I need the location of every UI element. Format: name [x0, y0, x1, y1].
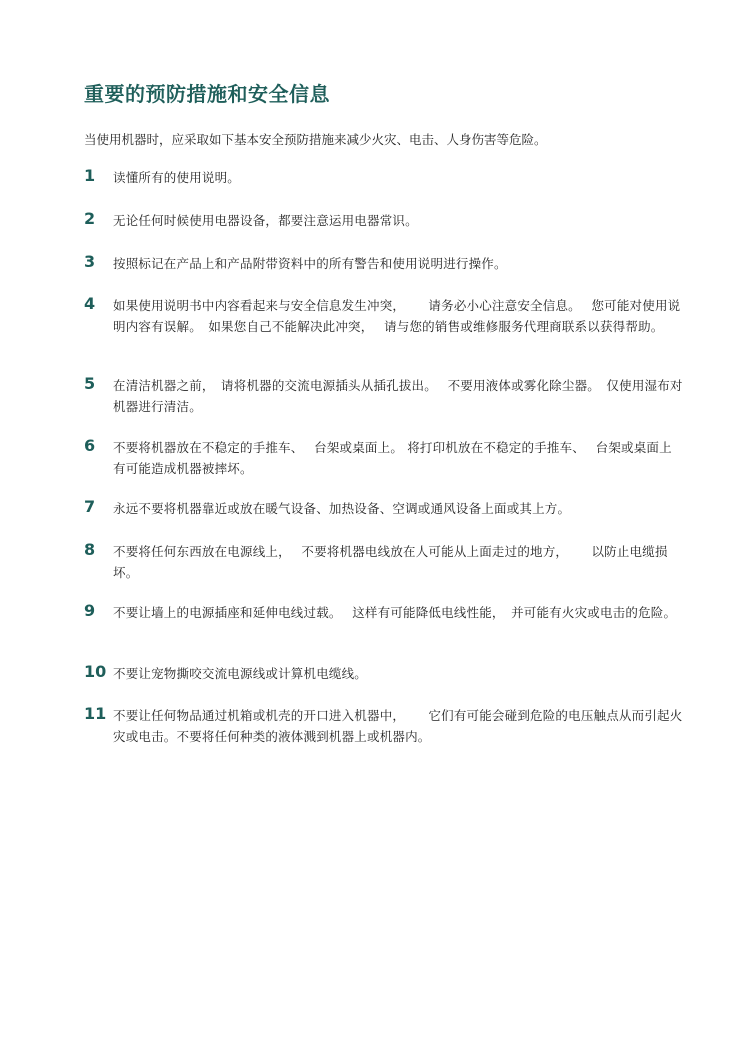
item-text: 不要将任何东西放在电源线上， 不要将机器电线放在人可能从上面走过的地方， 以防止电缆损坏。 [113, 544, 668, 580]
intro-paragraph: 当使用机器时，应采取如下基本安全预防措施来减少火灾、电击、人身伤害等危险。 [84, 132, 547, 147]
item-number: 11 [84, 704, 107, 723]
item-text: 按照标记在产品上和产品附带资料中的所有警告和使用说明进行操作。 [113, 256, 507, 271]
item-number: 2 [84, 209, 96, 228]
item-text: 不要让任何物品通过机箱或机壳的开口进入机器中， 它们有可能会碰到危险的电压触点从而引起火灾或电击。不要将任何种类的液体溅到机器上或机器内。 [113, 708, 683, 744]
item-text: 永远不要将机器靠近或放在暖气设备、加热设备、空调或通风设备上面或其上方。 [113, 501, 571, 516]
item-text: 如果使用说明书中内容看起来与安全信息发生冲突， 请务必小心注意安全信息。 您可能对使用说明内容有误解。 如果您自己不能解决此冲突， 请与您的销售或维修服务代理商联系以获得帮助。 [113, 298, 681, 334]
item-number: 7 [84, 497, 96, 516]
item-number: 10 [84, 662, 107, 681]
item-number: 3 [84, 252, 96, 271]
item-number: 9 [84, 601, 96, 620]
item-text: 不要将机器放在不稳定的手推车、 台架或桌面上。 将打印机放在不稳定的手推车、 台架或桌面上有可能造成机器被摔坏。 [113, 440, 672, 476]
item-number: 4 [84, 294, 96, 313]
item-number: 1 [84, 166, 96, 185]
item-number: 8 [84, 540, 96, 559]
item-number: 6 [84, 436, 96, 455]
item-text: 不要让宠物撕咬交流电源线或计算机电缆线。 [113, 666, 368, 681]
item-text: 读懂所有的使用说明。 [113, 170, 241, 185]
item-number: 5 [84, 374, 96, 393]
item-text: 在清洁机器之前， 请将机器的交流电源插头从插孔拔出。 不要用液体或雾化除尘器。 仅使用湿布对机器进行清洁。 [113, 378, 683, 414]
page-title: 重要的预防措施和安全信息 [84, 82, 330, 106]
item-text: 不要让墙上的电源插座和延伸电线过载。 这样有可能降低电线性能， 并可能有火灾或电击的危险。 [113, 605, 677, 620]
item-text: 无论任何时候使用电器设备，都要注意运用电器常识。 [113, 213, 418, 228]
